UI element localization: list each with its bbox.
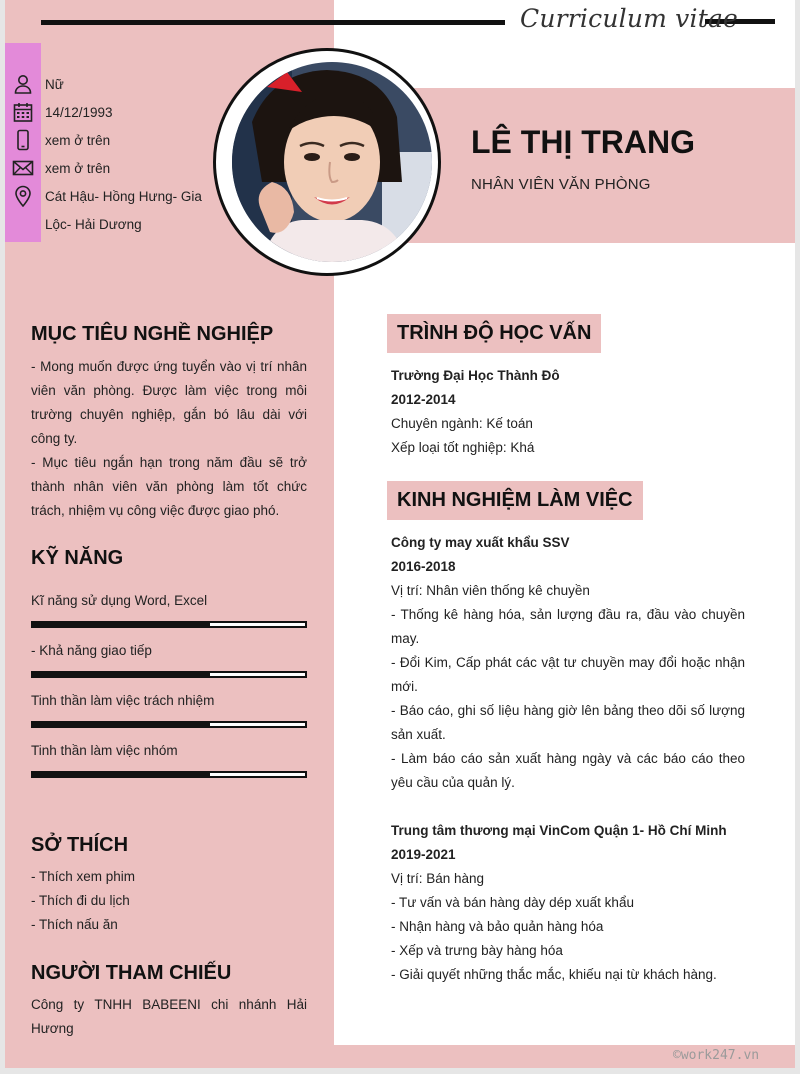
skill-label: Tinh thần làm việc trách nhiệm bbox=[31, 693, 215, 708]
skill-label: - Khả năng giao tiếp bbox=[31, 643, 152, 658]
skill-bar bbox=[31, 721, 307, 728]
job-position: Vị trí: Nhân viên thống kê chuyền bbox=[391, 583, 590, 598]
email-value: xem ở trên bbox=[45, 161, 111, 176]
references-heading: NGƯỜI THAM CHIẾU bbox=[31, 962, 232, 984]
experience-heading: KINH NGHIỆM LÀM VIỆC bbox=[387, 481, 643, 520]
skill-bar bbox=[31, 621, 307, 628]
candidate-name: LÊ THỊ TRANG bbox=[471, 124, 695, 160]
job-years: 2016-2018 bbox=[391, 559, 456, 574]
person-icon bbox=[12, 73, 34, 95]
dob-value: 14/12/1993 bbox=[45, 105, 113, 120]
skill-bar-fill bbox=[33, 623, 210, 626]
job-duty: - Đổi Kim, Cấp phát các vật tư chuyền may đổi hoặc nhận mới. bbox=[391, 655, 745, 694]
education-major: Chuyên ngành: Kế toán bbox=[391, 416, 533, 431]
gender-value: Nữ bbox=[45, 77, 64, 92]
profile-photo bbox=[232, 62, 432, 262]
objective-heading: MỤC TIÊU NGHỀ NGHIỆP bbox=[31, 323, 274, 345]
address-line-2: Lộc- Hải Dương bbox=[45, 217, 142, 232]
references-text: Công ty TNHH BABEENI chi nhánh Hải Hương bbox=[31, 997, 307, 1036]
education-grade: Xếp loại tốt nghiệp: Khá bbox=[391, 440, 535, 455]
phone-value: xem ở trên bbox=[45, 133, 111, 148]
skills-heading: KỸ NĂNG bbox=[31, 547, 124, 569]
skill-label: Tinh thần làm việc nhóm bbox=[31, 743, 178, 758]
skill-bar bbox=[31, 671, 307, 678]
cv-title: Curriculum vitae bbox=[520, 4, 739, 33]
candidate-job-title: NHÂN VIÊN VĂN PHÒNG bbox=[471, 176, 651, 193]
header-rule-left bbox=[41, 20, 505, 25]
job-company: Trung tâm thương mại VinCom Quận 1- Hồ Chí Minh bbox=[391, 823, 727, 838]
skill-bar-fill bbox=[33, 773, 210, 776]
hobbies-heading: SỞ THÍCH bbox=[31, 834, 129, 856]
skill-bar bbox=[31, 771, 307, 778]
education-heading: TRÌNH ĐỘ HỌC VẤN bbox=[387, 314, 601, 353]
job-duty: - Làm báo cáo sản xuất hàng ngày và các báo cáo theo yêu cầu của quản lý. bbox=[391, 751, 745, 790]
skill-bar-fill bbox=[33, 673, 210, 676]
job-duty: - Thống kê hàng hóa, sản lượng đầu ra, đầu vào chuyền may. bbox=[391, 607, 745, 646]
contact-icon-strip bbox=[5, 43, 41, 242]
hobby-item: - Thích nấu ăn bbox=[31, 917, 118, 932]
hobby-item: - Thích xem phim bbox=[31, 869, 136, 884]
job-duty: - Nhận hàng và bảo quản hàng hóa bbox=[391, 919, 604, 934]
hobby-item: - Thích đi du lịch bbox=[31, 893, 130, 908]
job-duty: - Giải quyết những thắc mắc, khiếu nại từ khách hàng. bbox=[391, 967, 717, 982]
cv-page bbox=[5, 0, 795, 1068]
address-line-1: Cát Hậu- Hồng Hưng- Gia bbox=[45, 189, 202, 204]
job-duty: - Báo cáo, ghi số liệu hàng giờ lên bảng theo dõi số lượng sản xuất. bbox=[391, 703, 745, 742]
phone-icon bbox=[12, 129, 34, 151]
education-school: Trường Đại Học Thành Đô bbox=[391, 368, 560, 383]
job-company: Công ty may xuất khẩu SSV bbox=[391, 535, 570, 550]
calendar-icon bbox=[12, 101, 34, 123]
watermark: ©work247.vn bbox=[673, 1048, 760, 1063]
objective-paragraph-1: - Mong muốn được ứng tuyển vào vị trí nhân viên văn phòng. Được làm việc trong môi trường chuyên nghiệp, gắn bó lâu dài với công ty. bbox=[31, 359, 307, 446]
job-position: Vị trí: Bán hàng bbox=[391, 871, 485, 886]
job-years: 2019-2021 bbox=[391, 847, 456, 862]
skill-bar-fill bbox=[33, 723, 210, 726]
location-icon bbox=[12, 185, 34, 207]
job-duty: - Tư vấn và bán hàng dày dép xuất khẩu bbox=[391, 895, 634, 910]
job-duty: - Xếp và trưng bày hàng hóa bbox=[391, 943, 563, 958]
objective-paragraph-2: - Mục tiêu ngắn hạn trong năm đầu sẽ trở thành nhân viên văn phòng làm tốt chức trách, nhiệm vụ công việc được giao phó. bbox=[31, 455, 307, 518]
mail-icon bbox=[12, 157, 34, 179]
education-years: 2012-2014 bbox=[391, 392, 456, 407]
skill-label: Kĩ năng sử dụng Word, Excel bbox=[31, 593, 208, 608]
